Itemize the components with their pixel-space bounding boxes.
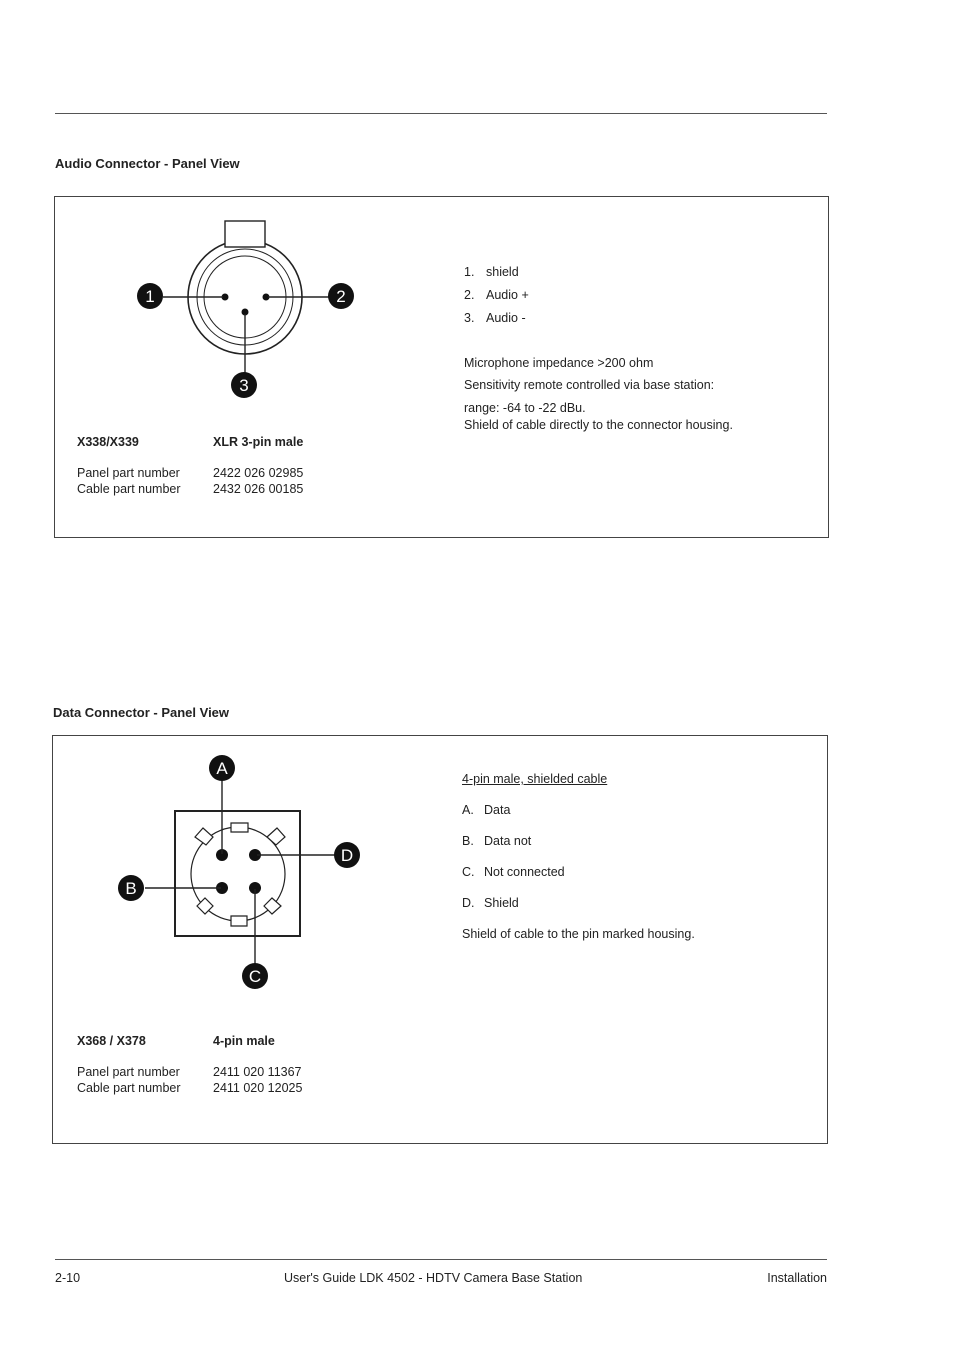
- audio-box: [54, 196, 829, 538]
- badge-1: [137, 283, 163, 309]
- data-pin-b-num: B.: [462, 834, 474, 848]
- data-pin-c-num: C.: [462, 865, 475, 879]
- footer-section: Installation: [767, 1271, 827, 1285]
- data-cable-label: Cable part number: [77, 1081, 181, 1095]
- data-heading: Data Connector - Panel View: [53, 705, 230, 720]
- audio-panel-label: Panel part number: [77, 466, 180, 480]
- audio-pin-3-label: Audio -: [486, 311, 526, 325]
- svg-text:B: B: [125, 879, 137, 898]
- badge-d: [334, 842, 360, 868]
- audio-pin-3-num: 3.: [464, 311, 475, 325]
- badge-a: [209, 755, 235, 781]
- audio-cable-label: Cable part number: [77, 482, 181, 496]
- xlr-latch: [225, 221, 265, 247]
- svg-text:D: D: [340, 846, 354, 865]
- data-pin-d-label: Shield: [484, 896, 519, 910]
- svg-text:C: C: [248, 967, 262, 986]
- data-cable-number: 2411 020 12025: [213, 1081, 303, 1095]
- data-pin-d-num: D.: [462, 896, 475, 910]
- audio-note-sensitivity: Sensitivity remote controlled via base station:: [464, 378, 715, 392]
- audio-cable-number: 2432 026 00185: [213, 482, 304, 496]
- key-notch: [195, 828, 213, 845]
- svg-text:3: 3: [239, 376, 249, 395]
- data-box: [52, 735, 828, 1144]
- badge-b: [118, 875, 144, 901]
- badge-c: [242, 963, 268, 989]
- audio-pin-1-num: 1.: [464, 265, 475, 279]
- audio-note-range: range: -64 to -22 dBu.: [464, 401, 586, 415]
- svg-text:1: 1: [145, 287, 155, 306]
- footer-rule: [55, 1259, 827, 1260]
- badge-3: [231, 372, 257, 398]
- svg-text:2: 2: [336, 287, 346, 306]
- key-notch: [231, 916, 247, 926]
- audio-pin-1-label: shield: [486, 265, 519, 279]
- badge-2: [328, 283, 354, 309]
- audio-type: XLR 3-pin male: [213, 435, 304, 449]
- top-rule: [55, 113, 827, 114]
- data-panel-label: Panel part number: [77, 1065, 180, 1079]
- data-designation: X368 / X378: [77, 1034, 146, 1048]
- data-pin-a-num: A.: [462, 803, 474, 817]
- key-notch: [267, 828, 285, 845]
- data-note-shield: Shield of cable to the pin marked housing.: [462, 927, 695, 941]
- footer-title: User's Guide LDK 4502 - HDTV Camera Base Station: [284, 1271, 583, 1285]
- audio-note-impedance: Microphone impedance >200 ohm: [464, 356, 654, 370]
- data-pin-b-label: Data not: [484, 834, 532, 848]
- data-type: 4-pin male: [213, 1034, 275, 1048]
- audio-designation: X338/X339: [77, 435, 139, 449]
- audio-note-shield: Shield of cable directly to the connector housing.: [464, 418, 733, 432]
- footer-page-number: 2-10: [55, 1271, 81, 1285]
- audio-panel-number: 2422 026 02985: [213, 466, 304, 480]
- data-pin-a-label: Data: [484, 803, 511, 817]
- audio-pin-2-num: 2.: [464, 288, 475, 302]
- data-pin-c-label: Not connected: [484, 865, 565, 879]
- key-notch: [231, 823, 248, 832]
- audio-heading: Audio Connector - Panel View: [55, 156, 240, 171]
- svg-text:A: A: [216, 759, 228, 778]
- data-subtitle: 4-pin male, shielded cable: [462, 772, 608, 786]
- audio-pin-2-label: Audio +: [486, 288, 529, 302]
- data-panel-number: 2411 020 11367: [213, 1065, 302, 1079]
